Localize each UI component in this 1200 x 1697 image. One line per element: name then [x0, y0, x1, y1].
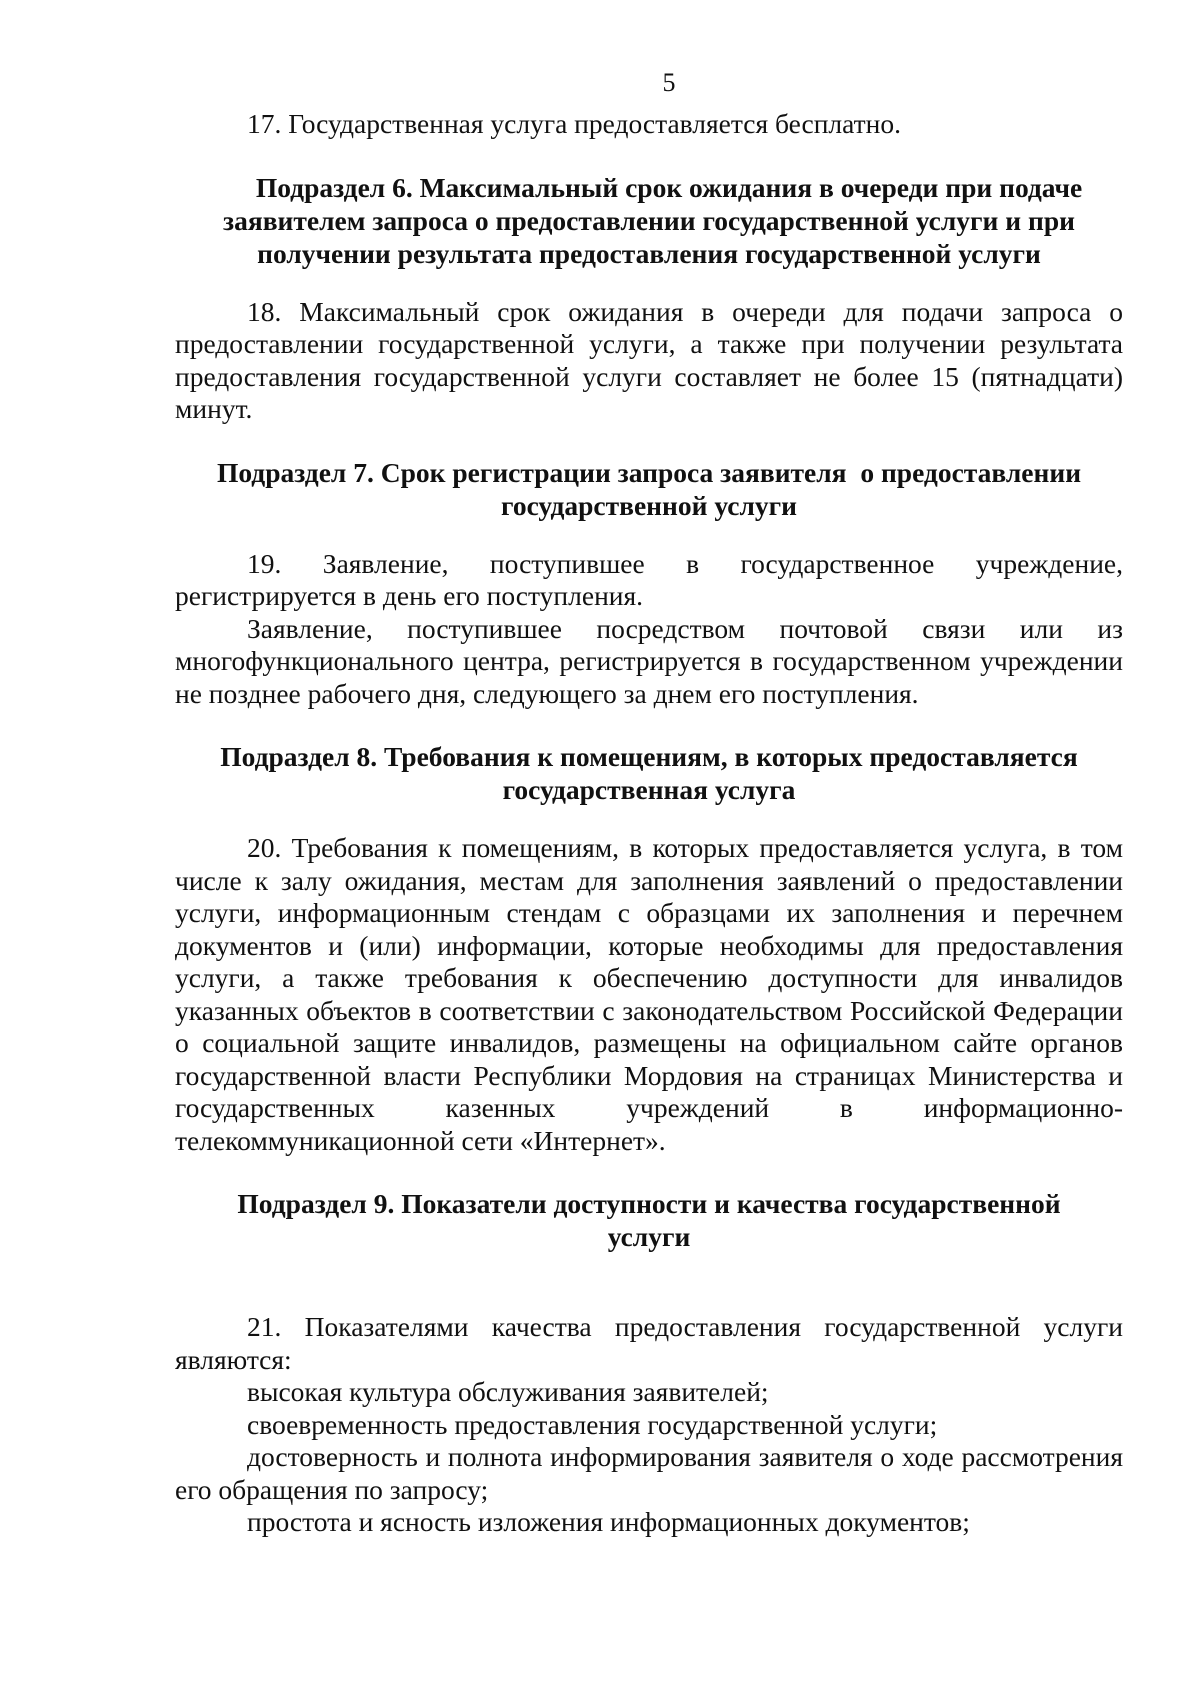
subsection-9-title: [175, 1187, 1123, 1253]
subsection-9-title-line-1: Подраздел 9. Показатели доступности и качества государственной: [237, 1188, 1061, 1219]
paragraph-18: 18. Максимальный срок ожидания в очереди для подачи запроса о предоставлении государственной услуги, а также при получении результата предоставления государственной услуги составляет не более 15 (пятнадцати) минут.: [175, 295, 1123, 424]
paragraph-17: 17. Государственная услуга предоставляется бесплатно.: [247, 108, 901, 139]
quality-item-3: достоверность и полнота информирования заявителя о ходе рассмотрения его обращения по запросу;: [175, 1441, 1123, 1505]
subsection-8: [175, 740, 1123, 1157]
subsection-6-title-line-1: Подраздел 6. Максимальный срок ожидания в очереди при подаче: [255, 171, 1083, 203]
subsection-8-title-line-2: государственная услуга: [502, 774, 796, 805]
subsection-8-title: [175, 740, 1123, 806]
subsection-9: [175, 1187, 1123, 1539]
subsection-6-title-line-2: заявителем запроса о предоставлении государственной услуги и при: [223, 204, 1075, 236]
page-number: 5: [662, 68, 676, 97]
document-page: [175, 68, 1123, 1539]
subsection-6-title-line-3: получении результата предоставления государственной услуги: [257, 237, 1041, 269]
paragraph-19-continued: Заявление, поступившее посредством почтовой связи или из многофункционального центра, регистрируется в государственном учреждении не позднее рабочего дня, следующего за днем его поступления.: [175, 612, 1123, 709]
paragraph-21: 21. Показателями качества предоставления государственной услуги являются:: [175, 1311, 1123, 1375]
quality-item-2: своевременность предоставления государственной услуги;: [247, 1408, 938, 1440]
subsection-7-title-line-2: государственной услуги: [501, 489, 797, 521]
subsection-7: [175, 456, 1123, 711]
quality-item-4: простота и ясность изложения информационных документов;: [247, 1506, 970, 1537]
subsection-7-title: [175, 456, 1123, 522]
subsection-8-title-line-1: Подраздел 8. Требования к помещениям, в которых предоставляется: [220, 741, 1078, 772]
subsection-7-title-line-1: Подраздел 7. Срок регистрации запроса заявителя о предоставлении: [216, 456, 1082, 488]
quality-item-1: высокая культура обслуживания заявителей;: [247, 1376, 769, 1407]
subsection-9-title-line-2: услуги: [607, 1221, 691, 1252]
paragraph-19: 19. Заявление, поступившее в государственное учреждение, регистрируется в день его поступления.: [175, 547, 1123, 611]
paragraph-20: 20. Требования к помещениям, в которых предоставляется услуга, в том числе к залу ожидания, местам для заполнения заявлений о предоставлении услуги, информационным стендам с образцами их заполнения и перечнем документов и (или) информации, которые необходимы для предоставления услуги, а также требования к обеспечению доступности для инвалидов указанных объектов в соответствии с законодательством Российской Федерации о социальной защите инвалидов, размещены на официальном сайте органов государственной власти Республики Мордовия на страницах Министерства и государственных казенных учреждений в информационно-телекоммуникационной сети «Интернет».: [175, 832, 1123, 1156]
subsection-6-title: [175, 171, 1123, 270]
subsection-6: [175, 171, 1123, 426]
